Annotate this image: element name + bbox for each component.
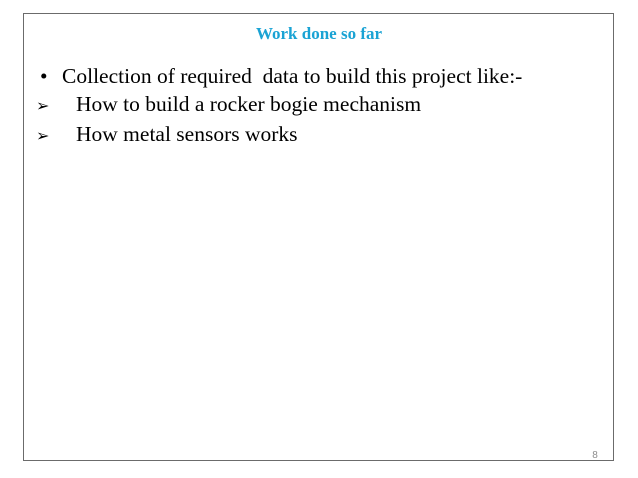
slide-body [36,62,596,150]
slide-title: Work done so far [255,24,383,43]
bullet-text: How metal sensors works [76,122,298,146]
arrow-bullet-item [36,90,596,120]
arrow-bullet-icon: ➢ [36,96,50,115]
bullet-dot-icon: • [40,64,48,88]
arrow-bullet-icon: ➢ [36,126,50,145]
bullet-text: Collection of required data to build this project like:- [62,64,523,88]
bullet-item [36,62,596,90]
arrow-bullet-item [36,120,596,150]
bullet-text: How to build a rocker bogie mechanism [76,92,422,116]
page-number: 8 [592,450,598,461]
